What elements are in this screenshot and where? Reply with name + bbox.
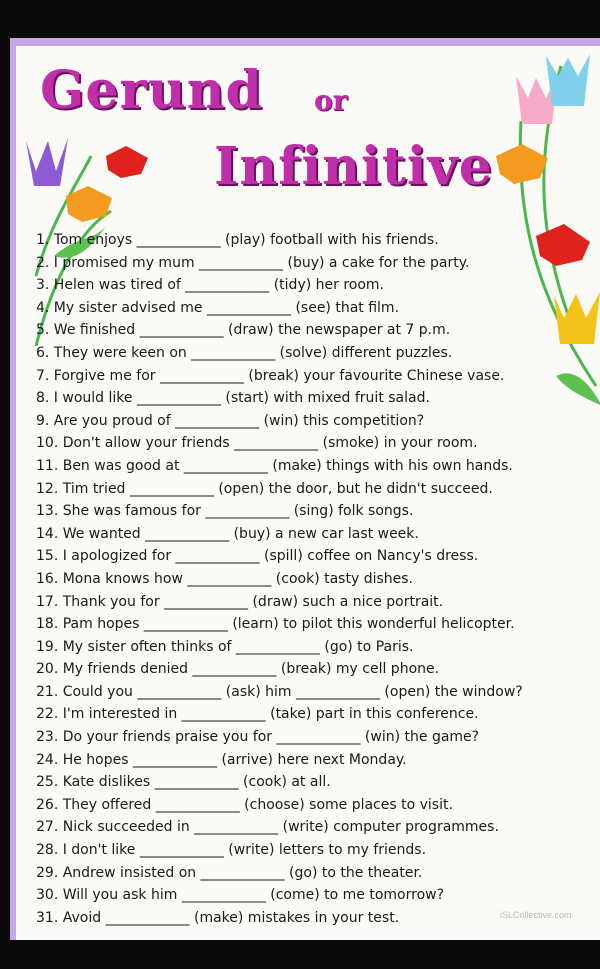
exercise-item <box>36 681 600 704</box>
exercise-item <box>36 568 600 591</box>
exercise-text: 7. Forgive me for ____________ (break) your favourite Chinese vase. <box>36 367 505 384</box>
exercise-item <box>36 703 600 726</box>
exercise-item <box>36 478 600 501</box>
exercise-item <box>36 500 600 523</box>
exercise-item <box>36 591 600 614</box>
exercise-text: 18. Pam hopes ____________ (learn) to pilot this wonderful helicopter. <box>36 616 515 633</box>
exercise-text: 9. Are you proud of ____________ (win) this competition? <box>36 412 425 429</box>
exercise-text: 30. Will you ask him ____________ (come) to me tomorrow? <box>36 887 445 904</box>
exercise-item <box>36 749 600 772</box>
exercise-text: 13. She was famous for ____________ (sing) folk songs. <box>36 503 414 520</box>
exercise-item <box>36 523 600 546</box>
exercise-text: 15. I apologized for ____________ (spill) coffee on Nancy's dress. <box>36 548 479 565</box>
exercise-item <box>36 726 600 749</box>
exercise-text: 1. Tom enjoys ____________ (play) football with his friends. <box>36 232 439 248</box>
exercise-item <box>36 862 600 885</box>
exercise-item <box>36 387 600 410</box>
worksheet <box>10 38 600 940</box>
watermark: iSLCollective.com <box>500 910 572 920</box>
exercise-item <box>36 613 600 636</box>
exercise-text: 21. Could you ____________ (ask) him ____________ (open) the window? <box>36 683 523 700</box>
exercise-list <box>36 229 600 929</box>
exercise-text: 22. I'm interested in ____________ (take) part in this conference. <box>36 706 479 723</box>
exercise-text: 5. We finished ____________ (draw) the newspaper at 7 p.m. <box>36 322 451 339</box>
exercise-item <box>36 545 600 568</box>
exercise-item <box>36 274 600 297</box>
exercise-item <box>36 636 600 659</box>
exercise-text: 28. I don't like ____________ (write) letters to my friends. <box>36 842 427 859</box>
exercise-item <box>36 252 600 275</box>
exercise-item <box>36 319 600 342</box>
exercise-item <box>36 410 600 433</box>
exercise-item <box>36 794 600 817</box>
exercise-item <box>36 455 600 478</box>
exercise-text: 26. They offered ____________ (choose) some places to visit. <box>36 796 453 813</box>
exercise-text: 29. Andrew insisted on ____________ (go) to the theater. <box>36 864 423 881</box>
exercise-text: 17. Thank you for ____________ (draw) such a nice portrait. <box>36 593 444 610</box>
exercise-text: 31. Avoid ____________ (make) mistakes in your test. <box>36 909 400 926</box>
exercise-text: 14. We wanted ____________ (buy) a new car last week. <box>36 525 419 542</box>
exercise-item <box>36 229 600 252</box>
title-or: or <box>314 84 348 117</box>
exercise-text: 20. My friends denied ____________ (break) my cell phone. <box>36 661 440 678</box>
exercise-item <box>36 658 600 681</box>
exercise-text: 10. Don't allow your friends ____________ (smoke) in your room. <box>36 435 478 452</box>
orange-tulip-right-icon <box>496 144 548 184</box>
exercise-text: 27. Nick succeeded in ____________ (write) computer programmes. <box>36 819 499 836</box>
exercise-text: 6. They were keen on ____________ (solve) different puzzles. <box>36 344 453 361</box>
exercise-item <box>36 771 600 794</box>
purple-tulip-icon <box>26 138 68 186</box>
blue-tulip-icon <box>546 54 590 106</box>
exercise-text: 16. Mona knows how ____________ (cook) tasty dishes. <box>36 570 413 587</box>
exercise-text: 3. Helen was tired of ____________ (tidy) her room. <box>36 277 385 294</box>
exercise-text: 4. My sister advised me ____________ (see) that film. <box>36 299 400 316</box>
exercise-text: 12. Tim tried ____________ (open) the door, but he didn't succeed. <box>36 480 493 497</box>
exercise-text: 2. I promised my mum ____________ (buy) a cake for the party. <box>36 254 470 271</box>
title-gerund: Gerund <box>40 60 263 121</box>
exercise-item <box>36 365 600 388</box>
exercise-text: 19. My sister often thinks of ____________ (go) to Paris. <box>36 638 414 655</box>
exercise-item <box>36 432 600 455</box>
exercise-text: 25. Kate dislikes ____________ (cook) at all. <box>36 774 331 791</box>
exercise-text: 23. Do your friends praise you for ____________ (win) the game? <box>36 729 480 746</box>
exercise-item <box>36 884 600 907</box>
exercise-item <box>36 342 600 365</box>
exercise-item <box>36 297 600 320</box>
red-tulip-icon <box>106 146 148 178</box>
exercise-item <box>36 839 600 862</box>
exercise-text: 11. Ben was good at ____________ (make) things with his own hands. <box>36 457 513 474</box>
title-infinitive: Infinitive <box>214 136 493 197</box>
exercise-text: 8. I would like ____________ (start) with mixed fruit salad. <box>36 390 430 407</box>
exercise-text: 24. He hopes ____________ (arrive) here next Monday. <box>36 751 407 768</box>
exercise-item <box>36 816 600 839</box>
